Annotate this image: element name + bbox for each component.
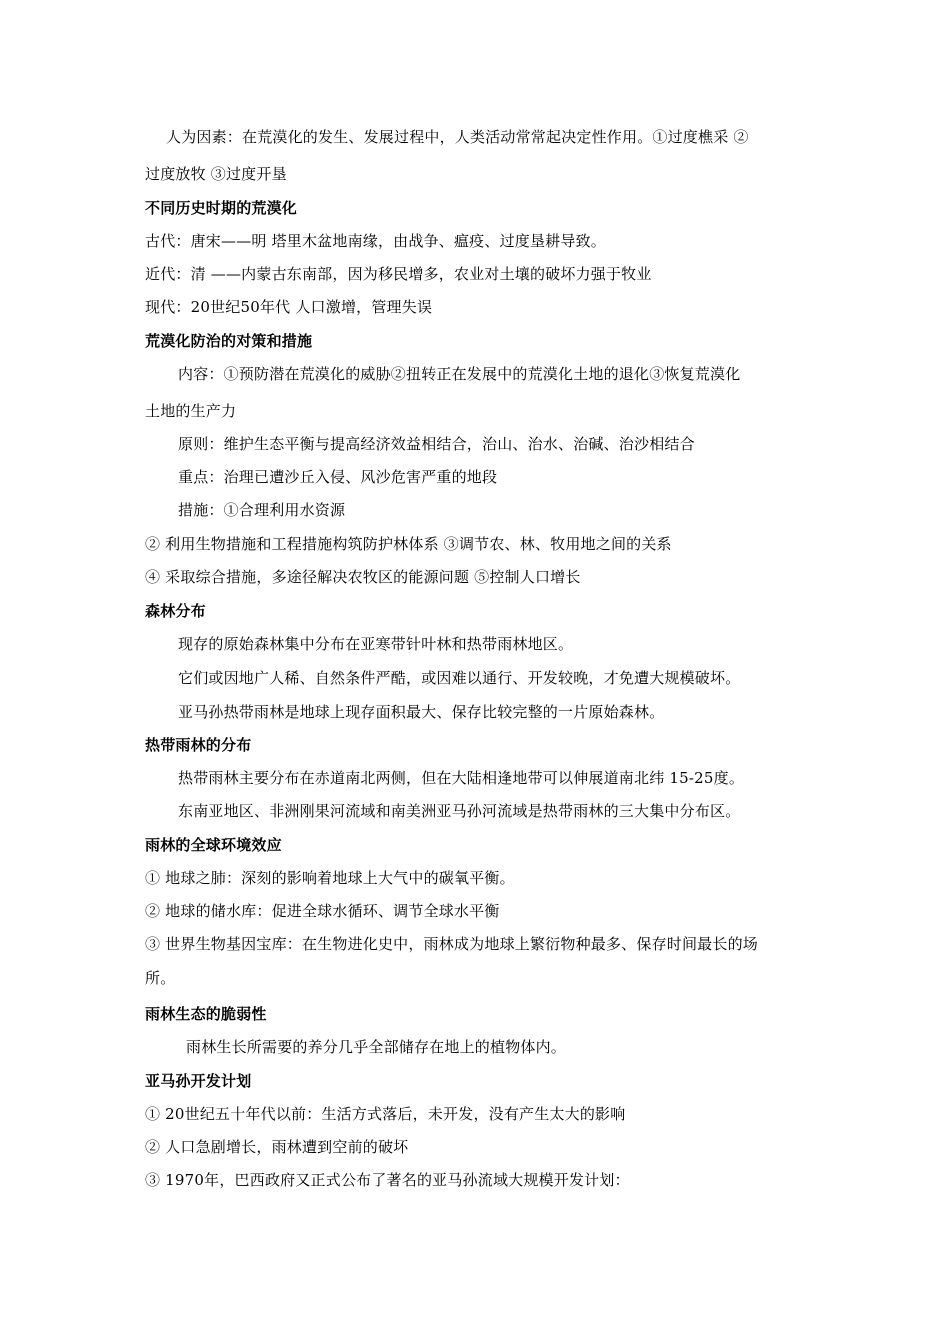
text-effect-3: ③ 世界生物基因宝库：在生物进化史中，雨林成为地球上繁衍物种最多、保存时间最长的场 <box>145 935 758 953</box>
text-focus: 重点：治理已遭沙丘入侵、风沙危害严重的地段 <box>178 468 498 486</box>
heading-rainforest-distribution: 热带雨林的分布 <box>145 736 252 754</box>
text-effect-1: ① 地球之肺：深刻的影响着地球上大气中的碳氧平衡。 <box>145 869 515 887</box>
heading-global-effects: 雨林的全球环境效应 <box>145 836 282 854</box>
text-content-cont: 土地的生产力 <box>145 402 237 420</box>
text-plan-2: ② 人口急剧增长，雨林遭到空前的破坏 <box>145 1138 409 1156</box>
text-forest-3: 亚马孙热带雨林是地球上现存面积最大、保存比较完整的一片原始森林。 <box>178 703 665 721</box>
heading-amazon-plan: 亚马孙开发计划 <box>145 1072 252 1090</box>
text-contemporary: 现代：20世纪50年代 人口激增，管理失误 <box>145 298 433 316</box>
text-measures-4-5: ④ 采取综合措施，多途径解决农牧区的能源问题 ⑤控制人口增长 <box>145 568 581 586</box>
text-effect-3-cont: 所。 <box>145 969 176 987</box>
paragraph-human-factors: 人为因素：在荒漠化的发生、发展过程中，人类活动常常起决定性作用。①过度樵采 ② <box>166 128 749 146</box>
text-effect-2: ② 地球的储水库：促进全球水循环、调节全球水平衡 <box>145 902 500 920</box>
text-measures-2-3: ② 利用生物措施和工程措施构筑防护林体系 ③调节农、林、牧用地之间的关系 <box>145 535 672 553</box>
text-plan-1: ① 20世纪五十年代以前：生活方式落后，未开发，没有产生太大的影响 <box>145 1105 626 1123</box>
text-measures: 措施：①合理利用水资源 <box>178 501 346 519</box>
heading-forest-distribution: 森林分布 <box>145 602 206 620</box>
text-plan-3: ③ 1970年，巴西政府又正式公布了著名的亚马孙流域大规模开发计划： <box>145 1171 630 1189</box>
heading-historical-desertification: 不同历史时期的荒漠化 <box>145 199 298 217</box>
text-content: 内容：①预防潜在荒漠化的威胁②扭转正在发展中的荒漠化土地的退化③恢复荒漠化 <box>178 365 741 383</box>
text-rainforest-2: 东南亚地区、非洲刚果河流域和南美洲亚马孙河流域是热带雨林的三大集中分布区。 <box>178 802 741 820</box>
text-principle: 原则：维护生态平衡与提高经济效益相结合，治山、治水、治碱、治沙相结合 <box>178 435 695 453</box>
text-modern-qing: 近代：清 ——内蒙古东南部，因为移民增多，农业对土壤的破坏力强于牧业 <box>145 265 652 283</box>
text-ancient: 古代：唐宋——明 塔里木盆地南缘，由战争、瘟疫、过度垦耕导致。 <box>145 232 606 250</box>
paragraph-human-factors-cont: 过度放牧 ③过度开垦 <box>145 165 287 183</box>
text-rainforest-1: 热带雨林主要分布在赤道南北两侧，但在大陆相逢地带可以伸展道南北纬 15-25度。 <box>178 769 745 787</box>
text-forest-2: 它们或因地广人稀、自然条件严酷，或因难以通行、开发较晚，才免遭大规模破坏。 <box>178 669 741 687</box>
text-forest-1: 现存的原始森林集中分布在亚寒带针叶林和热带雨林地区。 <box>178 635 574 653</box>
heading-desertification-control: 荒漠化防治的对策和措施 <box>145 332 313 350</box>
text-fragility: 雨林生长所需要的养分几乎全部储存在地上的植物体内。 <box>186 1038 567 1056</box>
heading-fragility: 雨林生态的脆弱性 <box>145 1005 267 1023</box>
